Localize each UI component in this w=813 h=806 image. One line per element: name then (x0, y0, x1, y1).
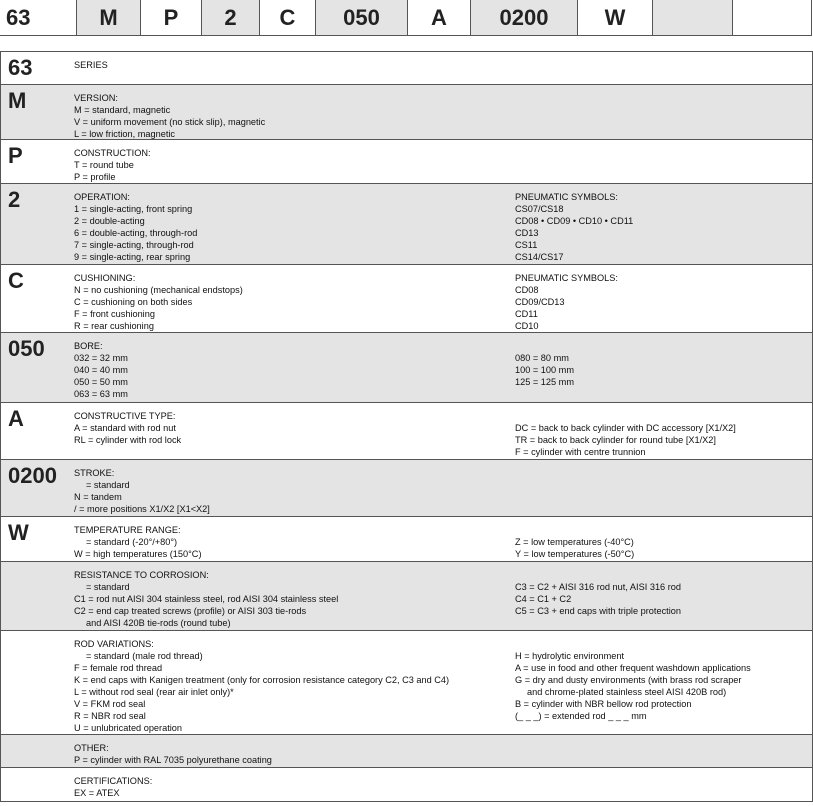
ordering-code-table (0, 51, 813, 802)
option-line: V = FKM rod seal (74, 699, 146, 709)
row-code: W (8, 520, 29, 545)
row-resistance-to-corrosion (1, 562, 812, 631)
row-heading: VERSION: (74, 93, 118, 103)
row-code: 0200 (8, 463, 57, 488)
option-line: 125 = 125 mm (515, 377, 574, 387)
row-heading: STROKE: (74, 468, 115, 478)
row-operation (1, 184, 812, 265)
row-heading: OTHER: (74, 743, 109, 753)
row-code: A (8, 406, 24, 431)
option-line: H = hydrolytic environment (515, 651, 625, 661)
option-line: N = tandem (74, 492, 122, 502)
option-line: C4 = C1 + C2 (515, 594, 572, 604)
right-heading: PNEUMATIC SYMBOLS: (515, 192, 618, 202)
option-line: and chrome-plated stainless steel AISI 420B rod) (527, 687, 727, 697)
option-line: U = unlubricated operation (74, 723, 183, 733)
option-line: 7 = single-acting, through-rod (74, 240, 194, 250)
row-rod-variations (1, 631, 812, 735)
row-heading: BORE: (74, 341, 103, 351)
symbol-line: CD11 (515, 309, 538, 319)
option-line: C3 = C2 + AISI 316 rod nut, AISI 316 rod (515, 582, 681, 592)
option-line: R = NBR rod seal (74, 711, 146, 721)
code-cell-bore: 050 (316, 0, 408, 35)
row-stroke (1, 460, 812, 517)
option-line: P = profile (74, 172, 116, 182)
option-line: A = use in food and other frequent washdown applications (515, 663, 751, 673)
row-heading: ROD VARIATIONS: (74, 639, 154, 649)
row-heading: TEMPERATURE RANGE: (74, 525, 181, 535)
ordering-code-strip (0, 0, 812, 36)
option-line: Y = low temperatures (-50°C) (515, 549, 635, 559)
code-cell-stroke: 0200 (471, 0, 578, 35)
option-line: 2 = double-acting (74, 216, 145, 226)
code-cell-rod-variations (733, 0, 812, 35)
code-cell-constructive-type: A (408, 0, 471, 35)
option-line: W = high temperatures (150°C) (74, 549, 202, 559)
option-line: L = low friction, magnetic (74, 129, 176, 139)
code-cell-cushioning: C (260, 0, 316, 35)
row-heading: CERTIFICATIONS: (74, 776, 153, 786)
row-heading: SERIES (74, 60, 108, 70)
option-line: R = rear cushioning (74, 321, 154, 331)
code-cell-temperature: W (578, 0, 653, 35)
symbol-line: CD13 (515, 228, 539, 238)
right-heading: PNEUMATIC SYMBOLS: (515, 273, 618, 283)
row-code: 2 (8, 187, 21, 212)
code-cell-series: 63 (0, 0, 77, 35)
code-cell-version: M (77, 0, 141, 35)
row-heading: RESISTANCE TO CORROSION: (74, 570, 209, 580)
row-heading: CONSTRUCTION: (74, 148, 151, 158)
row-code: P (8, 143, 23, 168)
option-line: B = cylinder with NBR bellow rod protection (515, 699, 692, 709)
code-cell-construction: P (141, 0, 202, 35)
option-line: 063 = 63 mm (74, 389, 128, 399)
row-series (1, 52, 812, 85)
symbol-line: CD08 • CD09 • CD10 • CD11 (515, 216, 634, 226)
symbol-line: CD09/CD13 (515, 297, 565, 307)
option-line: F = cylinder with centre trunnion (515, 447, 646, 457)
option-line: 032 = 32 mm (74, 353, 128, 363)
option-line: T = round tube (74, 160, 134, 170)
option-line: N = no cushioning (mechanical endstops) (74, 285, 243, 295)
option-line: M = standard, magnetic (74, 105, 171, 115)
option-line: 9 = single-acting, rear spring (74, 252, 191, 262)
row-temperature-range (1, 517, 812, 562)
row-certifications (1, 768, 812, 802)
symbol-line: CS11 (515, 240, 538, 250)
option-line: F = front cushioning (74, 309, 155, 319)
option-line: 040 = 40 mm (74, 365, 128, 375)
row-code: 050 (8, 336, 45, 361)
row-code: C (8, 268, 24, 293)
option-line: EX = ATEX (74, 788, 120, 798)
option-line: 1 = single-acting, front spring (74, 204, 193, 214)
row-heading: OPERATION: (74, 192, 130, 202)
row-version (1, 85, 812, 140)
code-cell-corrosion (653, 0, 733, 35)
row-code: 63 (8, 55, 33, 80)
row-construction (1, 140, 812, 184)
option-line: DC = back to back cylinder with DC accessory [X1/X2] (515, 423, 736, 433)
symbol-line: CS07/CS18 (515, 204, 564, 214)
option-line: C5 = C3 + end caps with triple protection (515, 606, 681, 616)
option-line: 080 = 80 mm (515, 353, 569, 363)
option-line: 050 = 50 mm (74, 377, 128, 387)
row-constructive-type (1, 403, 812, 460)
symbol-line: CD08 (515, 285, 539, 295)
option-line: = standard (86, 582, 130, 592)
option-line: L = without rod seal (rear air inlet only)* (74, 687, 234, 697)
option-line: K = end caps with Kanigen treatment (only for corrosion resistance category C2, C3 and C4) (74, 675, 450, 685)
option-line: C = cushioning on both sides (74, 297, 193, 307)
option-line: TR = back to back cylinder for round tube [X1/X2] (515, 435, 716, 445)
option-line: / = more positions X1/X2 [X1<X2] (74, 504, 210, 514)
symbol-line: CS14/CS17 (515, 252, 564, 262)
row-other (1, 735, 812, 768)
row-code: M (8, 88, 27, 113)
option-line: A = standard with rod nut (74, 423, 176, 433)
option-line: Z = low temperatures (-40°C) (515, 537, 634, 547)
symbol-line: CD10 (515, 321, 539, 331)
option-line: (_ _ _) = extended rod _ _ _ mm (515, 711, 647, 721)
option-line: 100 = 100 mm (515, 365, 574, 375)
code-cell-operation: 2 (202, 0, 260, 35)
option-line: and AISI 420B tie-rods (round tube) (86, 618, 231, 628)
option-line: P = cylinder with RAL 7035 polyurethane coating (74, 755, 272, 765)
row-bore (1, 333, 812, 403)
option-line: = standard (-20°/+80°) (86, 537, 178, 547)
option-line: F = female rod thread (74, 663, 163, 673)
option-line: RL = cylinder with rod lock (74, 435, 182, 445)
option-line: C2 = end cap treated screws (profile) or AISI 303 tie-rods (74, 606, 307, 616)
option-line: C1 = rod nut AISI 304 stainless steel, rod AISI 304 stainless steel (74, 594, 339, 604)
option-line: G = dry and dusty environments (with brass rod scraper (515, 675, 742, 685)
option-line: 6 = double-acting, through-rod (74, 228, 198, 238)
row-cushioning (1, 265, 812, 333)
option-line: = standard (86, 480, 130, 490)
option-line: = standard (male rod thread) (86, 651, 203, 661)
option-line: V = uniform movement (no stick slip), magnetic (74, 117, 266, 127)
row-heading: CUSHIONING: (74, 273, 136, 283)
row-heading: CONSTRUCTIVE TYPE: (74, 411, 176, 421)
